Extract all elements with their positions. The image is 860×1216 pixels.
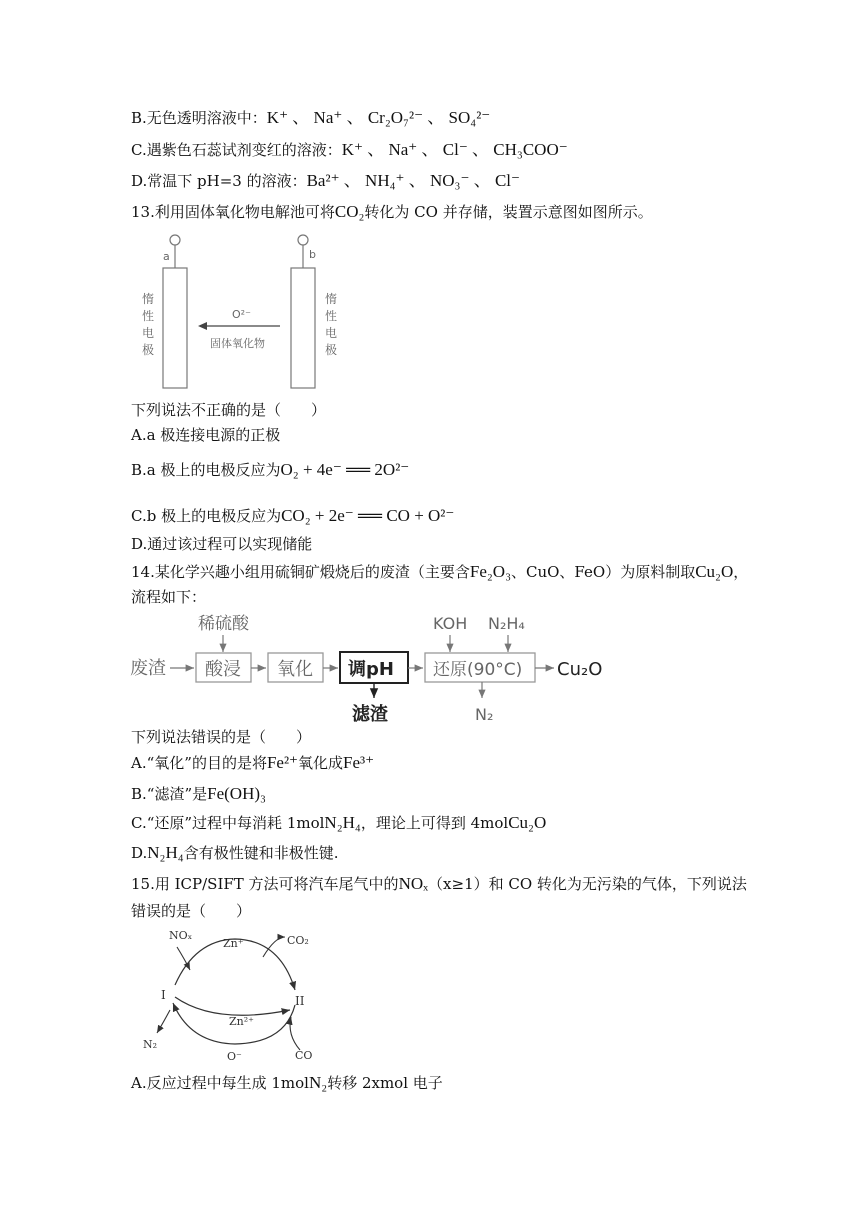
o-minus-label: O⁻ (227, 1050, 242, 1063)
q14-stem-formula-2: Cu₂O (695, 562, 734, 581)
q12-option-b-ions: K⁺ 、 Na⁺ 、 Cr₂O₇²⁻ 、 SO₄²⁻ (266, 108, 491, 127)
q12-option-c-text: C.遇紫色石蕊试剂变红的溶液： (131, 141, 342, 159)
left-electrode (163, 268, 187, 388)
right-electrode-char-4: 极 (325, 343, 338, 357)
q12-option-b-text: B.无色透明溶液中： (131, 109, 267, 127)
q13-stem-text-end: 转化为 CO 并存储，装置示意图如图所示。 (364, 203, 653, 221)
q13-option-c-equation: CO₂ + 2e⁻ ══ CO + O²⁻ (281, 506, 455, 525)
ion-label: O²⁻ (232, 308, 251, 321)
q15-option-a-text: A.反应过程中每生成 1mol (131, 1074, 309, 1092)
right-electrode-char-3: 电 (325, 326, 338, 340)
n2-label: N₂ (143, 1038, 158, 1051)
zn-plus-label: Zn⁺ (223, 937, 244, 950)
q14-option-a-text-mid: 氧化成 (298, 754, 344, 772)
q13-option-c-text: C.b 极上的电极反应为 (131, 507, 282, 525)
inner-cycle-arc (175, 997, 290, 1015)
electrode-label-b: b (309, 248, 316, 261)
q14-question: 下列说法错误的是（ ） (131, 728, 312, 746)
q14-option-b-text: B.“滤渣”是 (131, 785, 208, 803)
q13-option-c (131, 506, 454, 526)
q13-stem-text: 13.利用固体氧化物电解池可将 (131, 203, 335, 221)
reduction-label: 还原(90°C) (433, 660, 523, 680)
right-electrode (291, 268, 315, 388)
q13-option-b-text: B.a 极上的电极反应为 (131, 461, 281, 479)
node-ii-label: II (295, 994, 305, 1008)
q13-stem (131, 202, 653, 222)
q12-option-b (131, 108, 490, 128)
left-electrode-char-2: 性 (142, 309, 155, 323)
adjust-ph-label: 调pH (348, 659, 394, 680)
q12-option-d (131, 171, 520, 191)
electrode-label-a: a (163, 250, 170, 263)
q14-stem-formula-1: Fe₂O₃ (469, 562, 511, 581)
q14-option-a-formula-2: Fe³⁺ (343, 753, 375, 772)
q15-stem (131, 874, 747, 894)
q15-option-a-formula: N₂ (308, 1073, 328, 1092)
catalytic-cycle-diagram (135, 925, 335, 1067)
waste-residue-label: 废渣 (130, 658, 166, 679)
terminal-b-icon (298, 235, 308, 245)
q14-option-a (131, 753, 374, 773)
q14-option-c-formula-2: Cu₂O (508, 813, 547, 832)
q14-option-c-formula-1: N₂H₄ (324, 813, 361, 832)
oxidation-label: 氧化 (277, 659, 313, 680)
solid-oxide-label: 固体氧化物 (210, 337, 265, 350)
right-electrode-char-2: 性 (325, 309, 338, 323)
q13-option-b (131, 460, 409, 480)
q14-option-c-text-mid: ，理论上可得到 4mol (360, 814, 509, 832)
q14-option-a-text: A.“氧化”的目的是将 (131, 754, 267, 772)
q14-option-d-text-end: 含有极性键和非极性键. (183, 844, 339, 862)
n2-output-arrow (157, 1010, 170, 1033)
filter-residue-label: 滤渣 (352, 704, 388, 725)
q13-option-a: A.a 极连接电源的正极 (131, 426, 281, 444)
arrowhead-left-icon (198, 322, 207, 330)
right-electrode-char-1: 惰 (325, 292, 338, 306)
q14-option-c (131, 813, 546, 833)
q14-option-b (131, 784, 266, 804)
q14-stem (131, 562, 748, 582)
q13-question: 下列说法不正确的是（ ） (131, 401, 327, 419)
q15-stem-text-end: （x≥1）和 CO 转化为无污染的气体，下列说法 (428, 875, 747, 893)
koh-label: KOH (433, 614, 468, 633)
co-input-arrow (290, 1017, 300, 1050)
co-label: CO (295, 1049, 313, 1062)
left-electrode-char-4: 极 (142, 343, 155, 357)
q15-stem-line2: 错误的是（ ） (131, 902, 252, 920)
co2-label: CO₂ (287, 934, 309, 947)
q15-stem-formula: NOₓ (398, 874, 429, 893)
q13-stem-formula: CO₂ (334, 202, 365, 221)
q14-option-d-text: D. (131, 844, 148, 862)
cuprous-oxide-product: Cu₂O (557, 659, 603, 680)
q13-option-b-equation: O₂ + 4e⁻ ══ 2O²⁻ (280, 460, 410, 479)
acid-leach-label: 酸浸 (205, 659, 241, 680)
q14-option-c-text: C.“还原”过程中每消耗 1mol (131, 814, 325, 832)
q14-option-a-formula-1: Fe²⁺ (266, 753, 299, 772)
zn2-label: Zn²⁺ (229, 1015, 254, 1028)
q12-option-c (131, 140, 568, 160)
electrolysis-diagram (140, 230, 370, 392)
nox-input-arrow (177, 947, 190, 970)
q12-option-d-text: D.常温下 pH=3 的溶液： (131, 172, 307, 190)
q14-stem-text-end: ， (733, 563, 749, 581)
q15-option-a (131, 1073, 443, 1093)
process-flow-diagram (130, 608, 610, 728)
left-electrode-char-3: 电 (142, 326, 155, 340)
q14-option-d-formula: N₂H₄ (147, 843, 184, 862)
nitrogen-gas-label: N₂ (475, 705, 494, 724)
nox-label: NOₓ (169, 929, 193, 942)
q13-option-d: D.通过该过程可以实现储能 (131, 535, 313, 553)
left-electrode-char-1: 惰 (142, 292, 155, 306)
q14-stem-line2: 流程如下： (131, 588, 207, 606)
q14-option-b-formula: Fe(OH)₃ (207, 784, 266, 803)
q15-stem-text: 15.用 ICP/SIFT 方法可将汽车尾气中的 (131, 875, 399, 893)
q12-option-c-ions: K⁺ 、 Na⁺ 、 Cl⁻ 、 CH₃COO⁻ (341, 140, 568, 159)
q14-stem-text: 14.某化学兴趣小组用硫铜矿煅烧后的废渣（主要含 (131, 563, 470, 581)
node-i-label: I (161, 988, 166, 1002)
q12-option-d-ions: Ba²⁺ 、 NH₄⁺ 、 NO₃⁻ 、 Cl⁻ (306, 171, 520, 190)
q14-stem-text-mid: 、CuO、FeO）为原料制取 (511, 563, 696, 581)
q15-option-a-text-end: 转移 2xmol 电子 (327, 1074, 443, 1092)
q14-option-d (131, 843, 338, 863)
dilute-sulfuric-acid-label: 稀硫酸 (198, 614, 249, 634)
hydrazine-label: N₂H₄ (488, 614, 525, 633)
terminal-a-icon (170, 235, 180, 245)
